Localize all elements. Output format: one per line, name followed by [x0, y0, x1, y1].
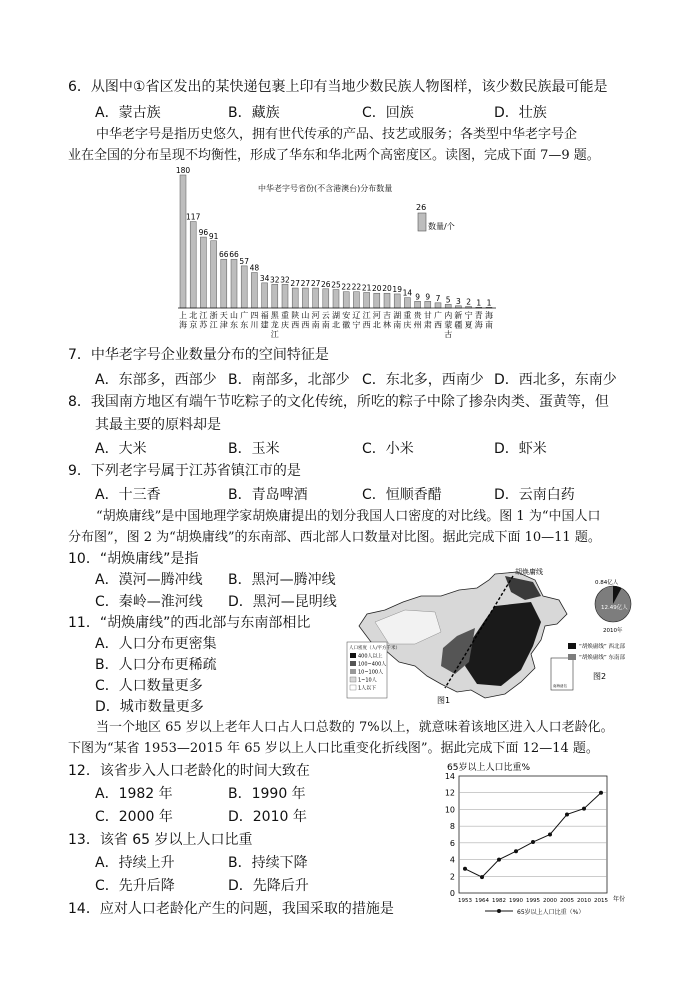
- line-ytick-5: 10: [444, 805, 455, 815]
- bar-chart: [160, 163, 540, 345]
- bar-value-12: 27: [300, 279, 311, 289]
- bar-label-13-0: 河: [311, 311, 320, 320]
- intro3-line1: 当一个地区 65 岁以上老年人口占人口总数的 7%以上，就意味着该地区进入人口老龄化。: [96, 720, 614, 735]
- bar-value-6: 57: [239, 256, 249, 266]
- bar-label-18-0: 江: [362, 311, 371, 320]
- bar-4: [221, 259, 227, 308]
- q14-stem: 14．应对人口老龄化产生的问题，我国采取的措施是: [68, 901, 394, 917]
- bar-12: [302, 288, 308, 308]
- bar-value-4: 66: [219, 250, 229, 260]
- intro2-line1: “胡焕庸线”是中国地理学家胡焕庸提出的划分我国人口密度的对比线。图 1 为“中国人口: [96, 509, 601, 524]
- bar-value-2: 96: [198, 228, 209, 238]
- bar-23: [415, 301, 421, 308]
- bar-7: [251, 273, 257, 308]
- bar-0: [180, 175, 186, 308]
- bar-value-11: 27: [290, 279, 300, 289]
- bar-label-24-1: 肃: [423, 320, 432, 330]
- q8-option-c: C．小米: [362, 441, 414, 457]
- line-point-6: [565, 812, 569, 816]
- q11-stem: 11．“胡焕庸线”的西北部与东南部相比: [68, 615, 311, 631]
- bar-value-0: 180: [175, 166, 191, 175]
- bar-label-0-0: 上: [179, 311, 187, 320]
- line-legend-label: 65岁以上人口比重（%）: [517, 909, 585, 916]
- bar-label-26-1: 蒙: [444, 320, 453, 330]
- legend-label: 数量/个: [428, 222, 455, 231]
- bar-value-24: 9: [425, 292, 431, 302]
- q12-option-d: D．2010 年: [228, 809, 307, 825]
- bar-20: [384, 293, 390, 308]
- line-ytick-7: 14: [444, 772, 455, 781]
- line-xtick-2: 1982: [492, 898, 506, 904]
- q13-stem: 13．该省 65 岁以上人口比重: [68, 832, 253, 848]
- bar-label-1-1: 京: [189, 320, 198, 330]
- legend-swatch: [418, 213, 426, 231]
- bar-5: [231, 259, 237, 308]
- bar-value-9: 32: [270, 275, 280, 285]
- q10-option-d: D．黑河—昆明线: [228, 594, 337, 610]
- bar-value-7: 48: [249, 263, 260, 273]
- bar-value-29: 1: [476, 298, 482, 308]
- bar-label-20-1: 林: [383, 320, 391, 330]
- line-ytick-2: 4: [449, 855, 455, 865]
- line-xtick-7: 2010: [577, 898, 591, 904]
- bar-value-14: 26: [321, 279, 331, 289]
- bar-value-26: 5: [445, 295, 451, 305]
- q12-stem: 12．该省步入人口老龄化的时间大致在: [68, 763, 310, 779]
- line-xtick-5: 2000: [543, 898, 557, 904]
- line-ytick-4: 8: [449, 822, 455, 832]
- bar-21: [394, 294, 400, 308]
- bar-label-26-0: 内: [444, 311, 453, 320]
- legend-swatch-2: [350, 661, 356, 666]
- bar-value-23: 9: [415, 292, 420, 302]
- bar-value-10: 32: [280, 275, 290, 285]
- q8-option-a: A．大米: [95, 441, 147, 457]
- bar-label-8-1: 建: [260, 320, 269, 330]
- q7-option-a: A．东部多，西部少: [95, 372, 217, 388]
- pie-year: 2010年: [603, 628, 623, 634]
- legend-item-1: 400人以上: [358, 653, 383, 660]
- bar-label-28-1: 夏: [464, 320, 473, 330]
- bar-label-21-0: 湖: [393, 311, 402, 320]
- line-points: [463, 791, 603, 879]
- bar-label-24-0: 甘: [423, 311, 432, 320]
- line-point-8: [599, 791, 603, 795]
- line-xtick-4: 1995: [526, 898, 540, 904]
- q10-option-b: B．黑河—腾冲线: [228, 572, 336, 588]
- bar-label-3-0: 浙: [209, 311, 218, 320]
- bar-label-22-1: 庆: [403, 320, 412, 330]
- q8-stem-line2: 其最主要的原料却是: [95, 417, 221, 433]
- bar-label-10-0: 重: [281, 311, 289, 320]
- pie-legend-se: “胡焕庸线” 东南部: [579, 655, 625, 661]
- bar-6: [241, 266, 247, 308]
- q6-option-c: C．回族: [362, 105, 414, 121]
- bar-25: [435, 303, 441, 308]
- line-xtick-0: 1953: [458, 898, 472, 904]
- q7-option-d: D．西北多，东南少: [494, 372, 617, 388]
- line-series: [465, 793, 601, 877]
- bar-24: [425, 301, 431, 308]
- bar-10: [282, 284, 288, 308]
- line-ytick-0: 0: [449, 889, 455, 898]
- q9-option-b: B．青岛啤酒: [228, 487, 308, 503]
- bar-label-14-0: 云: [321, 311, 330, 320]
- q13-option-a: A．持续上升: [95, 855, 175, 871]
- map-legend-title: 人口密度（人/平方千米）: [349, 646, 401, 651]
- bar-label-19-1: 北: [372, 320, 381, 330]
- bar-chart-title: 中华老字号省份(不含港澳台)分布数量: [258, 184, 393, 193]
- legend-item-4: 1~10人: [358, 677, 377, 684]
- bar-value-28: 2: [466, 297, 471, 307]
- bar-22: [404, 298, 410, 308]
- intro1-line1: 中华老字号是指历史悠久，拥有世代传承的产品、技艺或服务；各类型中华老字号企: [96, 127, 578, 142]
- bar-value-18: 21: [361, 283, 372, 293]
- bar-13: [313, 288, 319, 308]
- pie-small-label: 0.84亿人: [595, 580, 619, 586]
- bar-label-21-1: 南: [393, 320, 402, 330]
- bar-16: [343, 292, 349, 308]
- line-chart-xlabel: 年份: [613, 896, 626, 903]
- q8-option-d: D．虾米: [494, 441, 547, 457]
- bar-label-19-0: 河: [372, 311, 381, 320]
- bar-label-25-0: 广: [434, 311, 442, 320]
- line-xtick-1: 1964: [475, 898, 489, 904]
- bar-18: [364, 292, 370, 308]
- line-point-4: [531, 840, 535, 844]
- q7-option-b: B．南部多，北部少: [228, 372, 350, 388]
- pie-big-label: 12.49亿人: [601, 605, 628, 611]
- line-point-2: [497, 858, 501, 862]
- line-point-5: [548, 833, 552, 837]
- bar-label-7-0: 四: [250, 311, 259, 320]
- line-point-3: [514, 849, 518, 853]
- bar-value-16: 22: [341, 282, 351, 292]
- bar-label-29-1: 海: [474, 320, 483, 330]
- q13-option-b: B．持续下降: [228, 855, 308, 871]
- bar-value-20: 20: [382, 284, 392, 294]
- bar-label-18-1: 西: [362, 320, 371, 330]
- bar-1: [190, 222, 196, 308]
- intro3-line2: 下图为“某省 1953—2015 年 65 岁以上人口比重变化折线图”。据此完成下面 12—14 题。: [68, 741, 599, 756]
- q11-option-d: D．城市数量更多: [95, 699, 204, 715]
- legend-swatch-3: [350, 669, 356, 674]
- bar-label-17-1: 宁: [352, 320, 361, 330]
- q12-option-b: B．1990 年: [228, 786, 306, 802]
- bar-label-12-0: 山: [301, 311, 310, 320]
- q10-stem: 10．“胡焕庸线”是指: [68, 551, 199, 567]
- bar-label-17-0: 辽: [352, 311, 361, 320]
- bar-3: [211, 241, 217, 308]
- pie-legend-swatch-nw: [568, 643, 576, 649]
- bar-value-5: 66: [229, 250, 239, 260]
- line-point-0: [463, 867, 467, 871]
- line-chart: [425, 758, 640, 918]
- bar-label-28-0: 宁: [464, 311, 473, 320]
- bar-value-15: 25: [331, 280, 341, 290]
- bar-label-6-1: 东: [240, 320, 249, 330]
- bar-label-30-0: 海: [485, 311, 493, 320]
- bar-label-9-2: 江: [270, 330, 279, 339]
- line-point-7: [582, 807, 586, 811]
- south-sea-inset-label: 南海诸岛: [553, 684, 567, 688]
- bar-value-3: 91: [208, 231, 219, 241]
- line-point-1: [480, 875, 484, 879]
- bar-label-11-0: 陕: [291, 311, 300, 320]
- bar-value-25: 7: [435, 293, 441, 303]
- bar-label-1-0: 北: [189, 311, 198, 320]
- q11-option-a: A．人口分布更密集: [95, 636, 217, 652]
- bar-11: [292, 288, 298, 308]
- bar-label-5-1: 东: [230, 320, 238, 330]
- q8-stem-line1: 8．我国南方地区有端午节吃粽子的文化传统，所吃的粽子中除了掺杂肉类、蛋黄等，但: [68, 394, 609, 410]
- bar-label-10-1: 庆: [281, 320, 289, 330]
- q9-option-c: C．恒顺香醋: [362, 487, 442, 503]
- bar-label-9-1: 龙: [270, 320, 279, 330]
- pie-legend-swatch-se: [568, 654, 576, 660]
- q10-option-c: C．秦岭—淮河线: [95, 594, 203, 610]
- q6-option-d: D．壮族: [494, 105, 547, 121]
- q13-option-d: D．先降后升: [228, 878, 309, 894]
- bar-value-13: 27: [310, 279, 321, 289]
- bar-label-16-0: 安: [342, 311, 351, 320]
- bar-value-19: 20: [372, 284, 382, 294]
- bar-label-4-0: 天: [219, 311, 228, 320]
- bar-label-2-0: 江: [199, 311, 208, 320]
- legend-swatch-5: [350, 685, 356, 690]
- bar-label-15-1: 北: [332, 320, 340, 330]
- bar-2: [200, 237, 206, 308]
- bar-label-12-1: 西: [301, 320, 310, 330]
- q6-option-b: B．藏族: [228, 105, 280, 121]
- bar-label-27-0: 新: [454, 311, 463, 320]
- bar-label-13-1: 南: [311, 320, 320, 330]
- bar-label-3-1: 江: [209, 320, 218, 330]
- q9-option-d: D．云南白药: [494, 487, 575, 503]
- legend-item-5: 1人以下: [358, 685, 377, 692]
- bar-label-5-0: 山: [230, 311, 238, 320]
- q11-option-c: C．人口数量更多: [95, 678, 203, 694]
- bar-value-21: 19: [392, 284, 402, 294]
- bar-label-7-1: 川: [250, 320, 259, 330]
- q11-option-b: B．人口分布更稀疏: [95, 657, 217, 673]
- figure-1-label: 图1: [437, 696, 451, 705]
- bar-value-22: 14: [402, 288, 413, 298]
- bar-label-26-2: 古: [444, 330, 453, 339]
- line-xtick-8: 2015: [594, 898, 608, 904]
- bar-label-30-1: 南: [485, 320, 493, 330]
- china-population-map-figure: [345, 566, 635, 710]
- pie-legend-nw: “胡焕庸线” 西北部: [579, 644, 625, 650]
- q12-option-c: C．2000 年: [95, 809, 173, 825]
- bar-15: [333, 290, 339, 308]
- bar-label-0-1: 海: [179, 320, 187, 330]
- legend-value: 26: [416, 203, 427, 212]
- q6-stem: 6．从图中①省区发出的某快递包裹上印有当地少数民族人物图样，该少数民族最可能是: [68, 79, 608, 95]
- bar-label-11-1: 西: [291, 320, 300, 330]
- line-chart-grid: [445, 772, 607, 898]
- line-xtick-6: 2005: [560, 898, 574, 904]
- bar-value-30: 1: [486, 298, 492, 308]
- intro2-line2: 分布图”，图 2 为“胡焕庸线”的东南部、西北部人口数量对比图。据此完成下面 10—11 题。: [68, 530, 601, 545]
- q12-option-a: A．1982 年: [95, 786, 173, 802]
- q7-option-c: C．东北多，西南少: [362, 372, 484, 388]
- bar-label-25-1: 西: [434, 320, 442, 330]
- bar-label-27-1: 疆: [454, 320, 463, 330]
- legend-item-2: 100~400人: [358, 661, 387, 668]
- bar-8: [262, 283, 268, 308]
- bar-value-27: 3: [456, 296, 461, 306]
- bar-label-8-0: 福: [260, 311, 269, 320]
- q9-option-a: A．十三香: [95, 487, 161, 503]
- bar-label-16-1: 徽: [342, 320, 351, 330]
- line-x-ticks: [458, 898, 608, 904]
- bar-label-22-0: 重: [403, 311, 412, 320]
- bar-19: [374, 293, 380, 308]
- bar-label-9-0: 黑: [270, 311, 279, 320]
- bar-value-1: 117: [186, 212, 201, 222]
- bar-value-17: 22: [351, 282, 362, 292]
- bar-label-14-1: 南: [321, 320, 330, 330]
- q7-stem: 7．中华老字号企业数量分布的空间特征是: [68, 347, 329, 363]
- hu-line-label: 胡焕庸线: [515, 568, 543, 576]
- bar-14: [323, 289, 329, 308]
- intro1-line2: 业在全国的分布呈现不均衡性，形成了华东和华北两个高密度区。读图，完成下面 7—9 题。: [68, 148, 600, 163]
- legend-swatch-4: [350, 677, 356, 682]
- bar-label-23-0: 贵: [413, 311, 422, 320]
- line-ytick-1: 2: [449, 872, 455, 882]
- q9-stem: 9．下列老字号属于江苏省镇江市的是: [68, 463, 301, 479]
- bar-9: [272, 284, 278, 308]
- line-xtick-3: 1990: [509, 898, 523, 904]
- line-ytick-6: 12: [444, 788, 455, 798]
- bar-26: [445, 304, 451, 308]
- bar-label-15-0: 湖: [332, 311, 340, 320]
- line-ytick-3: 6: [449, 838, 455, 848]
- bar-label-4-1: 津: [219, 320, 228, 330]
- bar-label-2-1: 苏: [199, 320, 208, 330]
- line-legend-marker: [497, 909, 501, 913]
- q8-option-b: B．玉米: [228, 441, 280, 457]
- bar-label-6-0: 广: [240, 311, 249, 320]
- line-chart-title: 65岁以上人口比重%: [447, 763, 531, 773]
- legend-swatch-1: [350, 653, 356, 658]
- bar-label-20-0: 吉: [383, 311, 391, 320]
- figure-2-label: 图2: [593, 672, 607, 681]
- bar-label-29-0: 青: [474, 311, 483, 320]
- bar-label-23-1: 州: [413, 320, 422, 330]
- q6-option-a: A．蒙古族: [95, 105, 161, 121]
- bar-17: [353, 292, 359, 308]
- q10-option-a: A．漠河—腾冲线: [95, 572, 203, 588]
- q13-option-c: C．先升后降: [95, 878, 175, 894]
- bar-value-8: 34: [259, 273, 270, 283]
- legend-item-3: 10~100人: [358, 669, 384, 676]
